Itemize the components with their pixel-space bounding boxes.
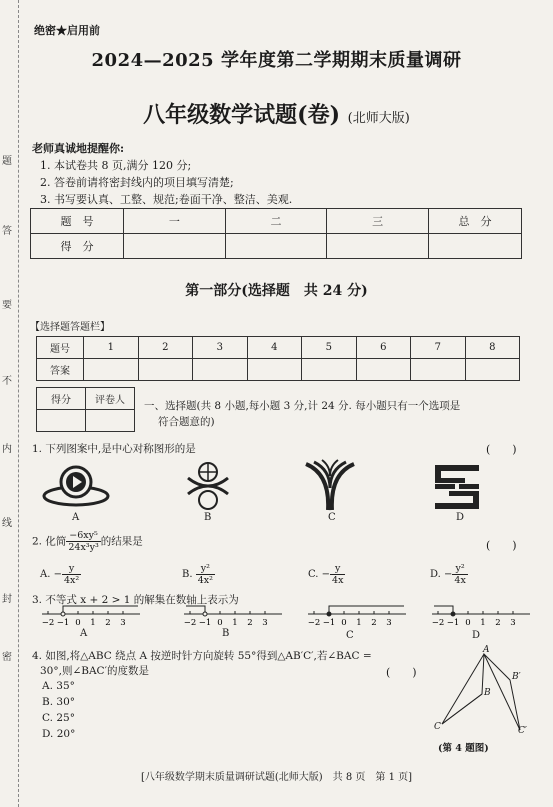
margin-char: 要 xyxy=(2,300,12,311)
answer-box-label: 【选择题答题栏】 xyxy=(30,322,110,333)
section1-line: 符合题意的) xyxy=(158,416,215,428)
q4-option: B. 30° xyxy=(42,696,76,708)
answer-cell[interactable] xyxy=(356,359,411,381)
number-line-tick-label: −2 xyxy=(431,618,445,628)
answer-number: 3 xyxy=(193,337,248,359)
option-label: B xyxy=(204,512,212,523)
notice-item: 2. 答卷前请将密封线内的项目填写清楚; xyxy=(40,176,234,189)
option-label: B xyxy=(222,628,230,639)
score-header-cell: 总 分 xyxy=(429,209,522,234)
figure-caption: (第 4 题图) xyxy=(438,743,489,754)
answer-cell[interactable] xyxy=(84,359,139,381)
grader-reviewer-cell[interactable] xyxy=(86,410,135,432)
number-line-endpoint xyxy=(61,612,65,616)
answer-paren: ( ) xyxy=(386,666,417,679)
section1-line: 一、选择题(共 8 小题,每小题 3 分,计 24 分. 每小题只有一个选项是 xyxy=(144,400,461,412)
number-line-tick-label: 0 xyxy=(465,618,471,628)
point-label: C xyxy=(434,722,441,732)
number-line-tick-label: 2 xyxy=(247,618,253,628)
number-line-tick-label: 2 xyxy=(495,618,501,628)
number-line-tick-label: 3 xyxy=(386,618,392,628)
question-1-stem: 1. 下列图案中,是中心对称图形的是 xyxy=(32,443,196,455)
answer-cell[interactable] xyxy=(465,359,520,381)
q2-option-c: C. − $\frac{y}{4x}$ xyxy=(308,563,344,586)
score-cell[interactable] xyxy=(327,234,429,259)
answer-cell[interactable] xyxy=(247,359,302,381)
number-line-solution-ray xyxy=(434,606,453,614)
number-line-tick-label: −1 xyxy=(198,618,212,628)
answer-number: 8 xyxy=(465,337,520,359)
q2-option-d: D. − $\frac{\text{y²}}{4x}$ xyxy=(430,563,466,586)
margin-char: 密 xyxy=(2,652,12,663)
number-line-tick-label: 0 xyxy=(75,618,81,628)
figure-a-play-icon xyxy=(40,460,112,512)
answer-cell[interactable] xyxy=(138,359,193,381)
number-line-endpoint xyxy=(451,612,455,616)
option-label: D xyxy=(456,512,465,523)
score-table xyxy=(30,208,522,259)
q4-option: C. 25° xyxy=(42,712,75,724)
number-line-tick-label: 1 xyxy=(90,618,96,628)
q4-option: A. 35° xyxy=(42,680,75,692)
option-label: C xyxy=(328,512,336,523)
margin-char: 内 xyxy=(2,444,12,455)
option-label: A xyxy=(72,512,80,523)
figure-d-maze-icon xyxy=(432,462,482,512)
score-cell[interactable] xyxy=(225,234,327,259)
edition-label: (北师大版) xyxy=(347,111,410,126)
number-line-solution-ray xyxy=(186,606,205,614)
grader-table xyxy=(36,387,135,432)
answer-number: 6 xyxy=(356,337,411,359)
number-line-tick-label: 3 xyxy=(120,618,126,628)
score-cell[interactable] xyxy=(124,234,226,259)
answer-number: 7 xyxy=(411,337,466,359)
answer-number: 1 xyxy=(84,337,139,359)
number-line-tick-label: 0 xyxy=(217,618,223,628)
grader-score-label: 得分 xyxy=(37,388,86,410)
notice-heading: 老师真诚地提醒你: xyxy=(32,142,125,155)
answer-number: 5 xyxy=(302,337,357,359)
answer-row-label: 答案 xyxy=(37,359,84,381)
number-line xyxy=(40,602,144,630)
margin-char: 题 xyxy=(2,156,12,167)
number-line xyxy=(182,602,286,630)
question-4-line1: 4. 如图,将△ABC 绕点 A 按逆时针方向旋转 55°得到△AB′C′,若∠BAC = xyxy=(32,650,372,662)
number-line-tick-label: −2 xyxy=(307,618,321,628)
number-line xyxy=(430,602,534,630)
number-line-tick-label: 3 xyxy=(510,618,516,628)
number-line-tick-label: 1 xyxy=(356,618,362,628)
score-header-cell: 一 xyxy=(124,209,226,234)
q2-option-a: A. − $\frac{y}{\text{4x²}}$ xyxy=(40,563,80,586)
option-label: A xyxy=(80,628,88,639)
number-line-endpoint xyxy=(327,612,331,616)
margin-char: 封 xyxy=(2,594,12,605)
answer-paren: ( ) xyxy=(486,443,517,456)
exam-title: 2024—2025 学年度第二学期期末质量调研 xyxy=(91,50,462,71)
number-line-tick-label: −1 xyxy=(446,618,460,628)
score-header-cell: 二 xyxy=(225,209,327,234)
answer-paren: ( ) xyxy=(486,539,517,552)
number-line-tick-label: −1 xyxy=(56,618,70,628)
score-header-cell: 题 号 xyxy=(31,209,124,234)
question-3-stem: 3. 不等式 x + 2 > 1 的解集在数轴上表示为 xyxy=(32,594,239,606)
number-line-solution-ray xyxy=(329,606,404,614)
notice-item: 1. 本试卷共 8 页,满分 120 分; xyxy=(40,159,192,172)
answer-table xyxy=(36,336,520,381)
question-2-stem: 2. 化简 $\frac{\text{−6xy⁵}}{\text{24x³y³}}$ 的结果是 xyxy=(32,530,143,553)
point-label: C′ xyxy=(518,726,527,736)
answer-cell[interactable] xyxy=(411,359,466,381)
number-line-tick-label: −2 xyxy=(183,618,197,628)
score-cell[interactable] xyxy=(429,234,522,259)
margin-char: 不 xyxy=(2,376,12,387)
number-line-tick-label: 2 xyxy=(105,618,111,628)
number-line-endpoint xyxy=(203,612,207,616)
score-row-label: 得 分 xyxy=(31,234,124,259)
number-line-tick-label: −2 xyxy=(41,618,55,628)
number-line-tick-label: −1 xyxy=(322,618,336,628)
margin-char: 答 xyxy=(2,226,12,237)
option-label: C xyxy=(346,630,354,641)
exam-subtitle: 八年级数学试题(卷) (北师大版) xyxy=(143,102,410,128)
question-4-line2: 30°,则∠BAC′的度数是 xyxy=(40,665,149,677)
answer-number: 4 xyxy=(247,337,302,359)
point-label: A xyxy=(483,645,490,655)
answer-header-label: 题号 xyxy=(37,337,84,359)
number-line-tick-label: 0 xyxy=(341,618,347,628)
score-header-cell: 三 xyxy=(327,209,429,234)
point-label: B xyxy=(484,688,491,698)
option-label: D xyxy=(472,630,481,641)
number-line-tick-label: 2 xyxy=(371,618,377,628)
number-line-tick-label: 1 xyxy=(232,618,238,628)
q2-option-b: B. $\frac{\text{y²}}{\text{4x²}}$ xyxy=(182,563,213,586)
notice-item: 3. 书写要认真、工整、规范;卷面干净、整洁、美观. xyxy=(40,193,293,206)
answer-number: 2 xyxy=(138,337,193,359)
number-line-tick-label: 3 xyxy=(262,618,268,628)
figure-c-fountain-icon xyxy=(302,458,358,514)
number-line-tick-label: 1 xyxy=(480,618,486,628)
point-label: B′ xyxy=(512,672,521,682)
answer-cell[interactable] xyxy=(302,359,357,381)
secret-label: 绝密★启用前 xyxy=(34,24,100,37)
margin-char: 线 xyxy=(2,518,12,529)
grader-score-cell[interactable] xyxy=(37,410,86,432)
part-title: 第一部分(选择题 共 24 分) xyxy=(185,283,368,299)
q2-fraction: $\frac{\text{−6xy⁵}}{\text{24x³y³}}$ xyxy=(68,530,99,553)
grader-reviewer-label: 评卷人 xyxy=(86,388,135,410)
page-footer: [八年级数学期末质量调研试题(北师大版) 共 8 页 第 1 页] xyxy=(140,772,413,783)
answer-cell[interactable] xyxy=(193,359,248,381)
number-line xyxy=(306,602,410,630)
figure-b-knot-icon xyxy=(180,458,236,514)
q4-option: D. 20° xyxy=(42,728,76,740)
number-line-solution-ray xyxy=(63,606,138,614)
